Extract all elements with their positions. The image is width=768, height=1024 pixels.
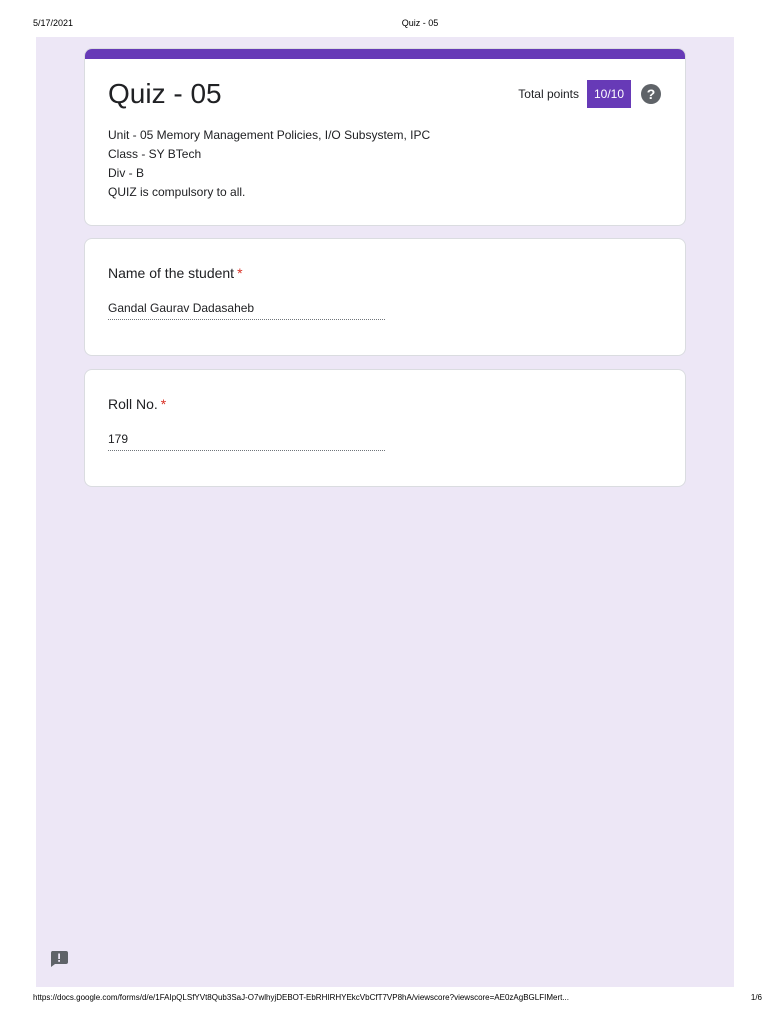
print-url: https://docs.google.com/forms/d/e/1FAIpQLSfYVt8Qub3SaJ-O7wlhyjDEBOT-EbRHIRHYEkcVbCfT7VP8hA/viewscore?viewscore=AE0zAgBGLFIMert...: [33, 993, 569, 1002]
question-card-roll-no: [84, 369, 686, 487]
print-footer: [0, 990, 768, 1010]
required-asterisk: *: [237, 265, 243, 281]
print-date: 5/17/2021: [33, 18, 74, 28]
form-description: [108, 126, 430, 202]
description-line: Unit - 05 Memory Management Policies, I/O Subsystem, IPC: [108, 128, 431, 142]
form-title: Quiz - 05: [108, 78, 222, 109]
description-line: QUIZ is compulsory to all.: [108, 185, 246, 199]
total-points: [518, 80, 661, 108]
total-points-label: Total points: [518, 87, 579, 101]
report-problem-icon[interactable]: [50, 951, 68, 967]
question-label: Name of the student: [108, 265, 235, 281]
form-header-card: [84, 48, 686, 226]
answer-field: 179: [108, 432, 385, 451]
description-line: Div - B: [108, 166, 144, 180]
question-card-name: [84, 238, 686, 356]
print-page-number: 1/6: [750, 993, 762, 1002]
help-icon[interactable]: ?: [641, 84, 661, 104]
print-title: Quiz - 05: [401, 18, 439, 28]
answer-field: Gandal Gaurav Dadasaheb: [108, 301, 385, 320]
question-label: Roll No.: [108, 396, 158, 412]
question-title: [108, 265, 243, 281]
print-header: [0, 14, 768, 34]
required-asterisk: *: [160, 396, 167, 412]
header-accent-bar: [85, 49, 685, 59]
question-title: [108, 396, 166, 412]
description-line: Class - SY BTech: [108, 147, 202, 161]
score-badge: 10/10: [587, 80, 631, 108]
